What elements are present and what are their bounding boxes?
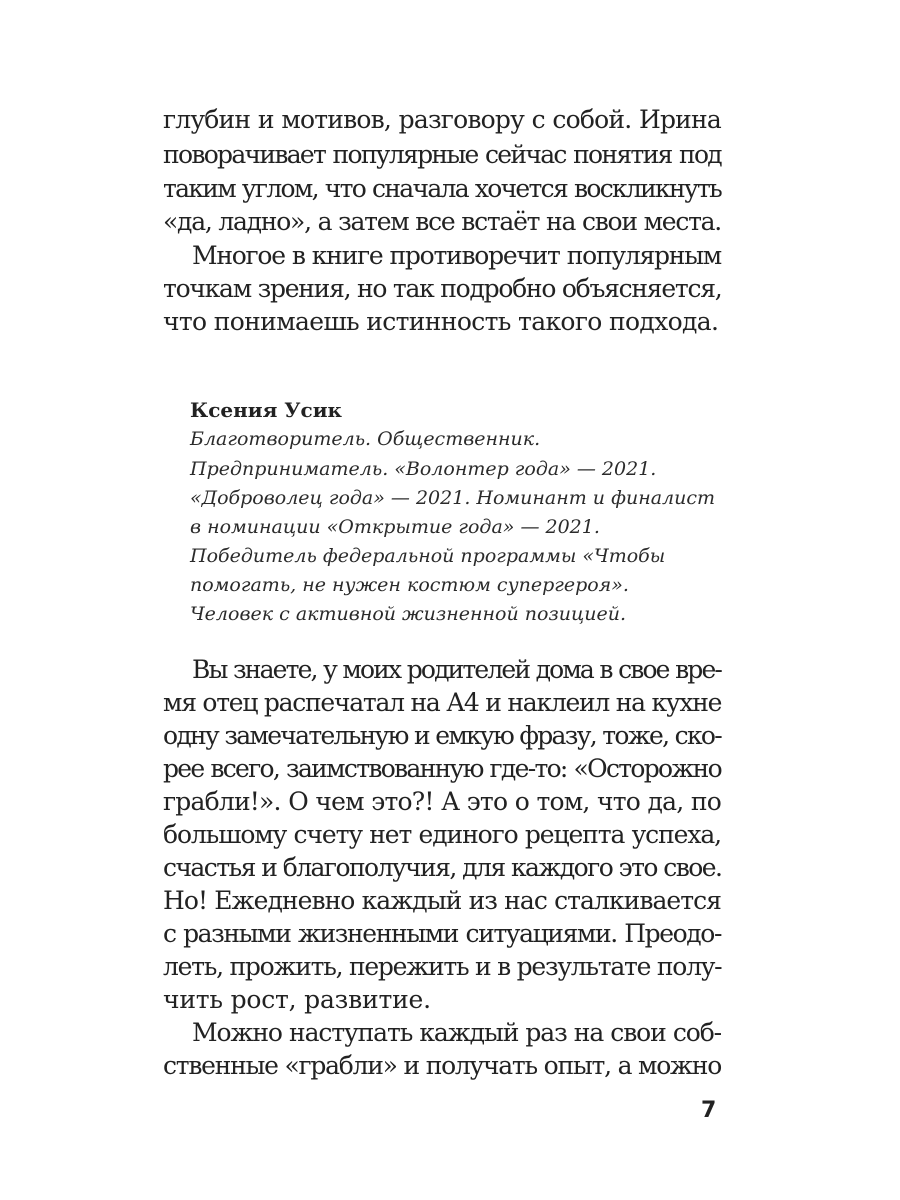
text-line: ственные «грабли» и получать опыт, а можно — [163, 1051, 721, 1080]
text-line: чить рост, развитие. — [163, 985, 431, 1014]
text-line: леть, прожить, пережить и в результате полу- — [163, 952, 722, 981]
author-name: Ксения Усик — [190, 398, 342, 422]
author-bio-line: Предприниматель. «Волонтер года» — 2021. — [190, 458, 657, 480]
author-bio-line: помогать, не нужен костюм супергероя». — [190, 574, 629, 596]
text-line: мя отец распечатал на А4 и наклеил на кухне — [163, 688, 722, 717]
text-line: рее всего, заимствованную где-то: «Осторожно — [163, 754, 721, 783]
author-bio-line: Благотворитель. Общественник. — [190, 428, 541, 450]
text-line: одну замечательную и емкую фразу, тоже, ско- — [163, 721, 721, 750]
author-bio-line: Победитель федеральной программы «Чтобы — [190, 545, 666, 567]
text-line: «да, ладно», а затем все встаёт на свои места. — [163, 207, 721, 236]
text-line: счастья и благополучия, для каждого это свое. — [163, 853, 722, 882]
text-line: с разными жизненными ситуациями. Преодо- — [163, 919, 721, 948]
text-line: что понимаешь истинность такого подхода. — [163, 307, 719, 336]
author-bio-line: Человек с активной жизненной позицией. — [190, 603, 627, 625]
text-line: таким углом, что сначала хочется воскликнуть — [163, 174, 721, 203]
text-line: грабли!». О чем это?! А это о том, что да, по — [163, 787, 721, 816]
text-line: большому счету нет единого рецепта успеха, — [163, 820, 721, 849]
page-number: 7 — [701, 1098, 717, 1123]
text-line: Но! Ежедневно каждый из нас сталкивается — [163, 886, 721, 915]
author-bio-line: «Доброволец года» — 2021. Номинант и финалист — [190, 487, 716, 509]
text-line: Можно наступать каждый раз на свои соб- — [192, 1018, 721, 1047]
text-line: поворачивает популярные сейчас понятия под — [163, 140, 721, 169]
text-line: точкам зрения, но так подробно объясняется, — [163, 274, 722, 303]
text-line: Вы знаете, у моих родителей дома в свое вре- — [192, 655, 721, 684]
text-line: глубин и мотивов, разговору с собой. Ирина — [163, 105, 721, 134]
text-line: Многое в книге противоречит популярным — [192, 241, 721, 270]
author-bio-line: в номинации «Открытие года» — 2021. — [190, 516, 600, 538]
